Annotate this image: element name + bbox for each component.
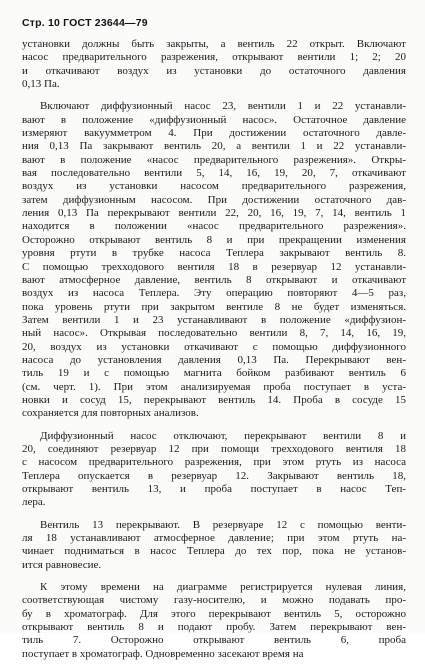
text-line: пока уровень ртути при закрытом вентиле 8 не будет изменяться. — [22, 300, 406, 313]
text-line: установки должны быть закрыты, а вентиль 22 открыт. Включают — [22, 38, 406, 50]
text-line: лера. — [22, 496, 46, 509]
text-line: ля 18 устанавливают атмосферное давление; при этом ртуть на- — [22, 532, 406, 545]
text-line: ится равновесие. — [22, 558, 102, 571]
text-line: насоса до установления давления 0,13 Па. Перекрывают вен- — [22, 353, 406, 366]
text-line: вают в положение «насос предварительного разрежения». Откры- — [22, 153, 406, 166]
text-line: открывают вентиль 8 и подают пробу. Затем перекрывают вен- — [22, 621, 406, 634]
text-line: вают атмосферное давление, вентиль 8 открывают и откачивают — [22, 273, 406, 286]
text-line: сохраняется для повторных анализов. — [22, 407, 199, 420]
text-line: воздух из насоса Теплера. Эту операцию повторяют 4—5 раз, — [22, 287, 406, 300]
text-line: новки и сосуд 15, перекрывают вентиль 14. Проба в сосуде 15 — [22, 393, 406, 406]
text-line: чинает подниматься в насос Теплера до тех пор, пока не установ- — [22, 545, 406, 558]
text-line: уровня ртути в трубке насоса Теплера закрывают вентиль 8. — [22, 247, 406, 260]
page-header: Стр. 10 ГОСТ 23644—79 — [22, 17, 148, 29]
text-line: тиль 7. Осторожно открывают вентиль 6, проба — [22, 634, 406, 647]
text-line: тиль 19 и с помощью магнита бойком разбивают вентиль 6 — [22, 367, 406, 380]
text-line: Включают диффузионный насос 23, вентили 1 и 22 устанавли- — [40, 100, 406, 113]
text-line: поступает в хроматограф. Одновременно засекают время на — [22, 647, 304, 660]
text-line: ный насос». Открывая последовательно вентили 8, 7, 14, 16, 19, — [22, 327, 406, 340]
text-line: К этому времени на диаграмме регистрируется нулевая линия, — [40, 581, 406, 594]
text-line: с насосом предварительного разрежения, при этом ртуть из насоса — [22, 456, 406, 469]
text-line: бу в хроматограф. Для этого перекрывают вентиль 5, осторожно — [22, 607, 406, 620]
text-line: насос предварительного разрежения, открывают вентили 1; 2; 20 — [22, 51, 406, 64]
text-line: ния 0,13 Па закрывают вентиль 20, а вентили 1 и 22 устанавли- — [22, 140, 406, 153]
text-line: воздух из установки насосом предварительного разрежения, — [22, 180, 406, 193]
text-line: Вентиль 13 перекрывают. В резервуаре 12 с помощью венти- — [40, 518, 406, 531]
text-line: С помощью трехходового вентиля 18 в резервуар 12 устанавли- — [22, 260, 406, 273]
text-line: 20, соединяют резервуар 12 при помощи трехходового вентиля 18 — [22, 442, 406, 455]
text-line: находится в положении «насос предварительного разрежения». — [22, 220, 406, 233]
paragraph — [22, 581, 406, 661]
text-line: и откачивают воздух из установки до остаточного давления — [22, 64, 406, 77]
text-line: соответствующая чистому газу-носителю, и можно подавать про- — [22, 594, 406, 607]
text-line: вая последовательно вентили 5, 14, 16, 19, 20, 7, откачивают — [22, 167, 406, 180]
paragraph — [22, 100, 406, 420]
text-line: измеряют вакуумметром 4. При достижении остаточного давле- — [22, 127, 406, 140]
text-line: открывают вентиль 13, и проба поступает в насос Теп- — [22, 483, 406, 495]
text-line: 20, воздух из установки откачивают с помощью диффузионного — [22, 340, 406, 353]
text-line: Затем вентили 1 и 23 устанавливают в положение «диффузион- — [22, 313, 406, 326]
paragraph — [22, 430, 406, 510]
text-line: вают в положение «диффузионный насос». Остаточное давление — [22, 113, 406, 126]
text-line: 0,13 Па. — [22, 78, 60, 91]
document-body — [22, 38, 406, 670]
text-line: (см. черт. 1). При этом анализируемая проба поступает в уста- — [22, 380, 406, 393]
text-line: затем диффузионным насосом. При достижении остаточного дав- — [22, 193, 406, 206]
text-line: ления 0,13 Па перекрывают вентили 22, 20, 16, 19, 7, 14, вентиль 1 — [22, 207, 406, 220]
text-line: Осторожно открывают вентиль 8 и при прекращении изменения — [22, 233, 406, 246]
text-line: Диффузионный насос отключают, перекрывают вентили 8 и — [40, 429, 406, 442]
paragraph — [22, 519, 406, 572]
text-line: Теплера опускается в резервуар 12. Закрывают вентиль 18, — [22, 469, 406, 482]
paragraph — [22, 38, 406, 91]
